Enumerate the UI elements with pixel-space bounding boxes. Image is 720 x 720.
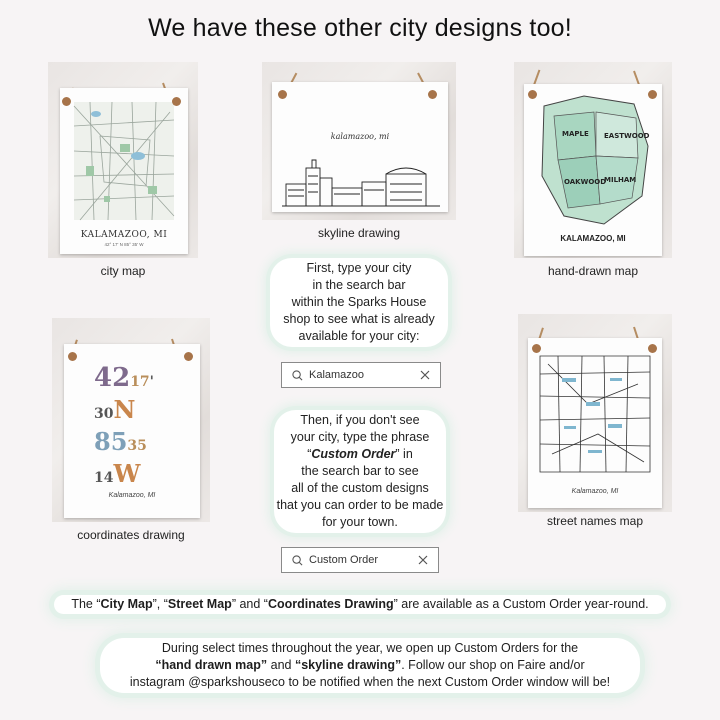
first-line-2: in the search bar <box>312 278 406 292</box>
coordinates-caption: coordinates drawing <box>77 528 185 542</box>
skyline-illustration <box>272 148 448 208</box>
first-instructions <box>270 258 448 347</box>
coordinates-label: Kalamazoo, MI <box>108 492 156 499</box>
skyline-print <box>272 82 448 212</box>
page-title: We have these other city designs too! <box>148 14 572 42</box>
city-map-caption: city map <box>100 264 146 278</box>
search-icon <box>292 370 303 381</box>
then-line-3: “Custom Order” in <box>307 447 413 461</box>
street-names-label: Kalamazoo, MI <box>571 488 619 495</box>
street-names-photo <box>518 314 672 512</box>
first-line-5: available for your city: <box>298 329 420 343</box>
svg-text:EASTWOOD: EASTWOOD <box>604 132 650 140</box>
street-names-illustration <box>528 344 662 484</box>
then-line-4: the search bar to see <box>301 464 419 478</box>
hand-drawn-map-photo <box>514 62 672 258</box>
street-map-highlight: Street Map <box>167 597 232 611</box>
seasonal-line-2: “hand drawn map” and “skyline drawing”. Follow our shop on Faire and/or <box>155 658 585 672</box>
seasonal-line-3: instagram @sparkshouseco to be notified when the next Custom Order window will be! <box>129 675 611 689</box>
street-names-print <box>528 338 662 508</box>
city-map-print <box>60 88 188 254</box>
then-instructions <box>274 410 446 533</box>
search-bar-kalamazoo[interactable] <box>281 362 441 388</box>
city-map-photo <box>48 62 198 258</box>
skyline-label: kalamazoo, mi <box>330 132 390 141</box>
custom-order-phrase: Custom Order <box>311 447 396 461</box>
then-line-7: for your town. <box>322 515 398 529</box>
city-map-label: KALAMAZOO, MI <box>80 230 168 240</box>
city-map-coords: 42° 17' N 85° 35' W <box>104 242 144 247</box>
close-icon[interactable] <box>420 370 430 380</box>
coordinates-drawing-highlight: Coordinates Drawing <box>267 597 394 611</box>
close-icon[interactable] <box>418 555 428 565</box>
city-map-illustration <box>60 96 188 226</box>
then-line-5: all of the custom designs <box>291 481 429 495</box>
skyline-photo <box>262 62 456 220</box>
seasonal-line-1: During select times throughout the year, we open up Custom Orders for the <box>161 641 579 655</box>
svg-text:OAKWOOD: OAKWOOD <box>564 178 607 186</box>
street-names-caption: street names map <box>546 514 644 528</box>
then-line-2: your city, type the phrase <box>290 430 430 444</box>
coordinates-photo <box>52 318 210 522</box>
coordinates-art: 4217' 30N 8535 14W <box>94 363 154 488</box>
search-input-value[interactable]: Kalamazoo <box>309 369 365 381</box>
search-icon <box>292 555 303 566</box>
search-bar-custom-order[interactable] <box>281 547 439 573</box>
skyline-caption: skyline drawing <box>317 226 401 240</box>
then-line-6: that you can order to be made <box>276 498 444 512</box>
hand-drawn-map-illustration <box>524 86 662 226</box>
svg-text:MILHAM: MILHAM <box>604 176 637 184</box>
first-line-1: First, type your city <box>306 261 412 275</box>
seasonal-note <box>100 638 640 693</box>
year-round-note: The “City Map”, “Street Map” and “Coordinates Drawing” are available as a Custom Order year-round. <box>54 595 666 614</box>
hand-drawn-map-caption: hand-drawn map <box>547 264 639 278</box>
search-input-value[interactable]: Custom Order <box>309 554 379 566</box>
hand-drawn-map-label: KALAMAZOO, MI <box>560 234 626 243</box>
first-line-4: shop to see what is already <box>283 312 435 326</box>
svg-text:MAPLE: MAPLE <box>562 130 589 138</box>
first-line-3: within the Sparks House <box>291 295 427 309</box>
city-map-highlight: City Map <box>100 597 153 611</box>
then-line-1: Then, if you don't see <box>300 413 420 427</box>
coordinates-print <box>64 344 200 518</box>
hand-drawn-map-print <box>524 84 662 256</box>
